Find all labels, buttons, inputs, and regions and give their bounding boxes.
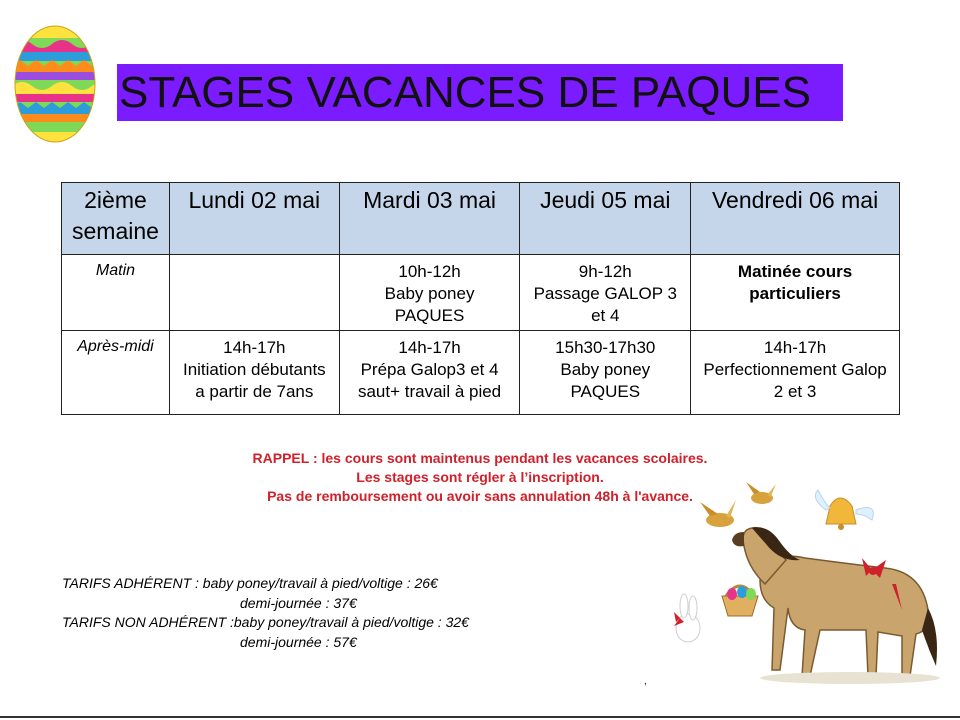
table-cell: 10h-12h Baby poney PAQUES <box>339 255 520 331</box>
header-day: Lundi 02 mai <box>169 183 339 255</box>
reminder-line: Les stages sont régler à l’inscription. <box>356 469 604 485</box>
header-day: Jeudi 05 mai <box>520 183 691 255</box>
bird-icon <box>700 500 736 527</box>
pricing-line: TARIFS ADHÉRENT : baby poney/travail à pied/voltige : 26€ <box>62 575 438 591</box>
bunny-icon <box>674 594 700 642</box>
table-cell: Matinée cours particuliers <box>691 255 900 331</box>
table-cell: 9h-12h Passage GALOP 3 et 4 <box>520 255 691 331</box>
reminder-line: Pas de remboursement ou avoir sans annulation 48h à l'avance. <box>267 488 693 504</box>
bird-icon <box>746 482 776 504</box>
schedule-table <box>61 182 900 415</box>
stray-mark: , <box>644 676 647 687</box>
table-row-morning <box>62 255 900 331</box>
table-cell: 14h-17h Initiation débutants a partir de 7ans <box>169 331 339 415</box>
page-title: STAGES VACANCES DE PAQUES <box>117 64 843 121</box>
pricing-line: demi-journée : 57€ <box>240 633 357 650</box>
table-cell: 14h-17h Prépa Galop3 et 4 saut+ travail à pied <box>339 331 520 415</box>
table-cell: 15h30-17h30 Baby poney PAQUES <box>520 331 691 415</box>
header-day: Mardi 03 mai <box>339 183 520 255</box>
pricing-line: demi-journée : 37€ <box>240 594 357 611</box>
easter-egg-icon <box>12 22 98 144</box>
table-header-row <box>62 183 900 255</box>
header-corner: 2ième semaine <box>62 183 170 255</box>
pricing-section <box>62 574 469 652</box>
reminder-line: RAPPEL : les cours sont maintenus pendant les vacances scolaires. <box>252 450 708 466</box>
easter-basket-icon <box>722 586 758 616</box>
header-day: Vendredi 06 mai <box>691 183 900 255</box>
table-cell <box>169 255 339 331</box>
pricing-line: TARIFS NON ADHÉRENT :baby poney/travail à pied/voltige : 32€ <box>62 614 469 630</box>
row-label: Matin <box>62 255 170 331</box>
table-cell: 14h-17h Perfectionnement Galop 2 et 3 <box>691 331 900 415</box>
horse-illustration <box>640 480 940 690</box>
bell-icon <box>815 490 873 530</box>
row-label: Après-midi <box>62 331 170 415</box>
table-row-afternoon <box>62 331 900 415</box>
bottom-divider <box>0 716 960 718</box>
